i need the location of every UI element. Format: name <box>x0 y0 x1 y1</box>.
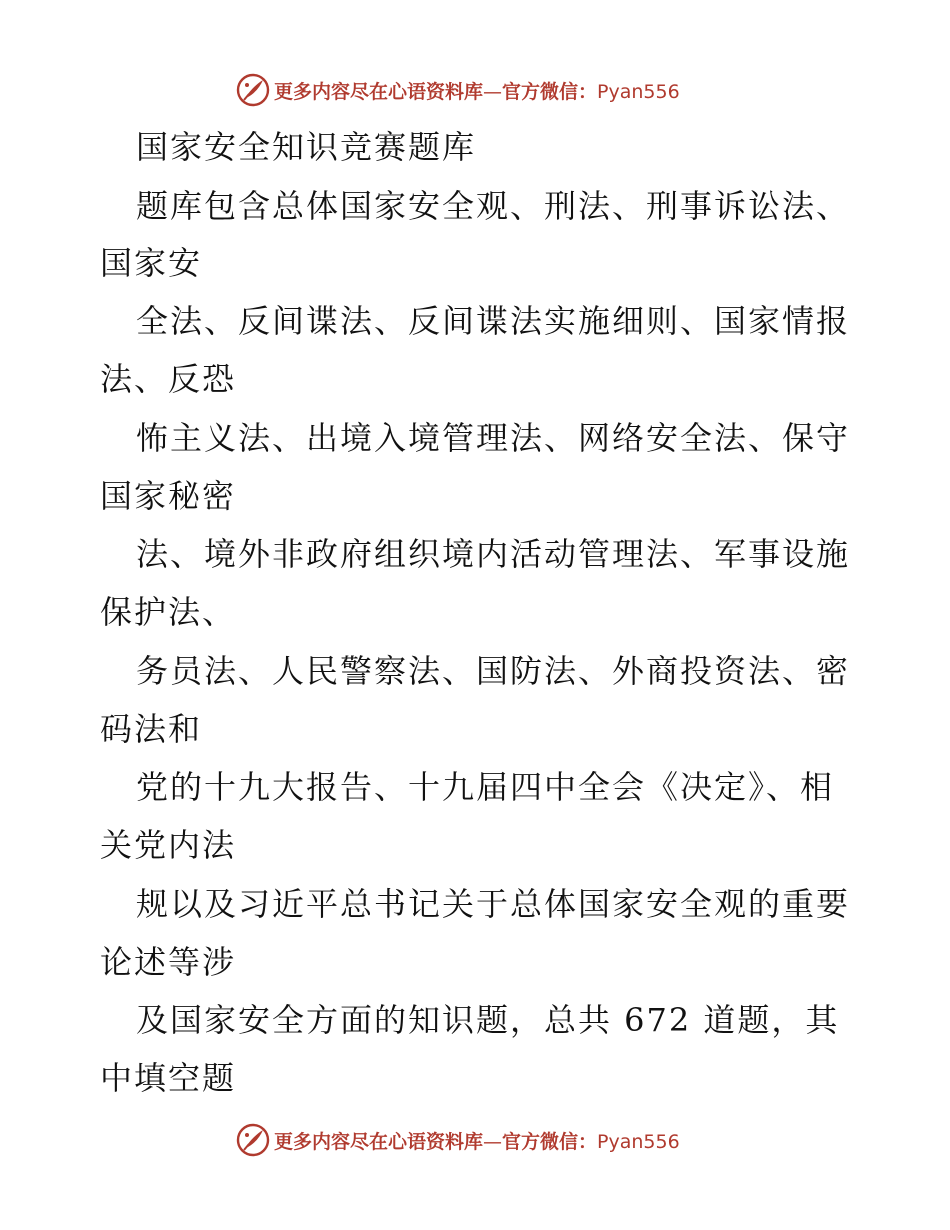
watermark-brand: 更多内容尽在心语资料库 <box>274 80 484 103</box>
paragraph-line: 论述等涉 <box>100 943 237 981</box>
watermark-separator: — <box>483 80 503 103</box>
watermark-wechat-id: Pyan556 <box>597 1130 680 1153</box>
footer-watermark <box>236 1122 680 1158</box>
paragraph-line: 党的十九大报告、十九届四中全会《决定》、相 <box>136 768 835 806</box>
paragraph-line: 关党内法 <box>100 826 237 864</box>
watermark-wechat-label: 官方微信： <box>502 80 598 103</box>
paragraph-line: 保护法、 <box>100 593 237 631</box>
watermark-wechat-id: Pyan556 <box>597 80 680 103</box>
paragraph-line: 法、反恐 <box>100 360 237 398</box>
paragraph-line: 法、境外非政府组织境内活动管理法、军事设施 <box>136 535 851 573</box>
watermark-wechat-label: 官方微信： <box>502 1130 598 1153</box>
watermark-brand: 更多内容尽在心语资料库 <box>274 1130 484 1153</box>
paragraph-line: 全法、反间谍法、反间谍法实施细则、国家情报 <box>136 302 851 340</box>
header-watermark <box>236 72 680 108</box>
document-title: 国家安全知识竞赛题库 <box>136 128 477 166</box>
paragraph-line: 国家安 <box>100 244 203 282</box>
paragraph-line: 题库包含总体国家安全观、刑法、刑事诉讼法、 <box>136 187 851 225</box>
paragraph-line: 国家秘密 <box>100 477 237 515</box>
feather-pen-logo-icon <box>236 1123 270 1157</box>
paragraph-line: 怖主义法、出境入境管理法、网络安全法、保守 <box>136 419 851 457</box>
paragraph-line: 务员法、人民警察法、国防法、外商投资法、密 <box>136 652 851 690</box>
feather-pen-logo-icon <box>236 73 270 107</box>
watermark-separator: — <box>483 1130 503 1153</box>
paragraph-line: 中填空题 <box>100 1059 237 1097</box>
paragraph-line: 规以及习近平总书记关于总体国家安全观的重要 <box>136 885 851 923</box>
paragraph-line: 及国家安全方面的知识题，总共 672 道题，其 <box>136 1001 840 1039</box>
paragraph-line: 码法和 <box>100 710 203 748</box>
